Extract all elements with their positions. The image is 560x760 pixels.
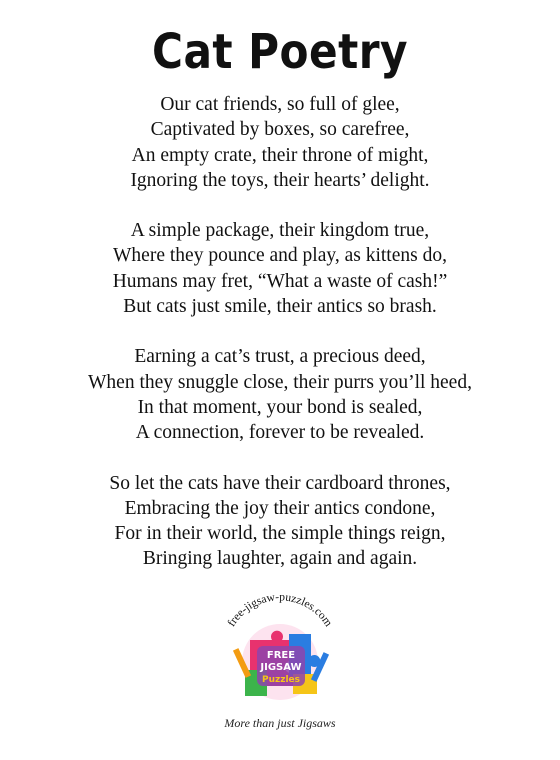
poem-line: In that moment, your bond is sealed,	[137, 396, 423, 418]
stanza-4	[0, 471, 560, 572]
poem-line: For in their world, the simple things reign,	[114, 523, 446, 545]
stanza-3	[0, 344, 560, 445]
stanza-1	[0, 92, 560, 193]
site-logo[interactable]	[205, 582, 355, 712]
poem-line: Embracing the joy their antics condone,	[124, 497, 436, 519]
poem-line: A connection, forever to be revealed.	[135, 422, 425, 444]
poem-line: When they snuggle close, their purrs you’ll heed,	[88, 371, 472, 393]
poem-line: A simple package, their kingdom true,	[130, 220, 430, 242]
poem-line: Where they pounce and play, as kittens do,	[113, 245, 447, 267]
poem-line: Ignoring the toys, their hearts’ delight.	[130, 169, 430, 191]
poem	[0, 92, 560, 597]
poem-line: Bringing laughter, again and again.	[142, 548, 418, 570]
poem-line: Our cat friends, so full of glee,	[160, 94, 400, 115]
tagline: More than just Jigsaws	[224, 716, 336, 730]
logo-badge-text: FREE	[266, 650, 296, 661]
logo-badge-text: JIGSAW	[260, 662, 302, 673]
poem-line: So let the cats have their cardboard thrones,	[109, 472, 451, 494]
page-title: Cat Poetry	[152, 24, 408, 80]
stanza-2	[0, 218, 560, 319]
poem-line: Earning a cat’s trust, a precious deed,	[134, 346, 426, 368]
poem-line: An empty crate, their throne of might,	[131, 144, 429, 166]
jigsaw-puzzle-piece-icon	[205, 582, 355, 712]
poem-line: But cats just smile, their antics so brash.	[123, 296, 437, 318]
logo-arc-text: free-jigsaw-puzzles.com	[225, 591, 335, 629]
logo-badge-text: Puzzles	[261, 675, 301, 685]
poem-line: Captivated by boxes, so carefree,	[150, 119, 410, 141]
poem-line: Humans may fret, “What a waste of cash!”	[112, 270, 448, 292]
